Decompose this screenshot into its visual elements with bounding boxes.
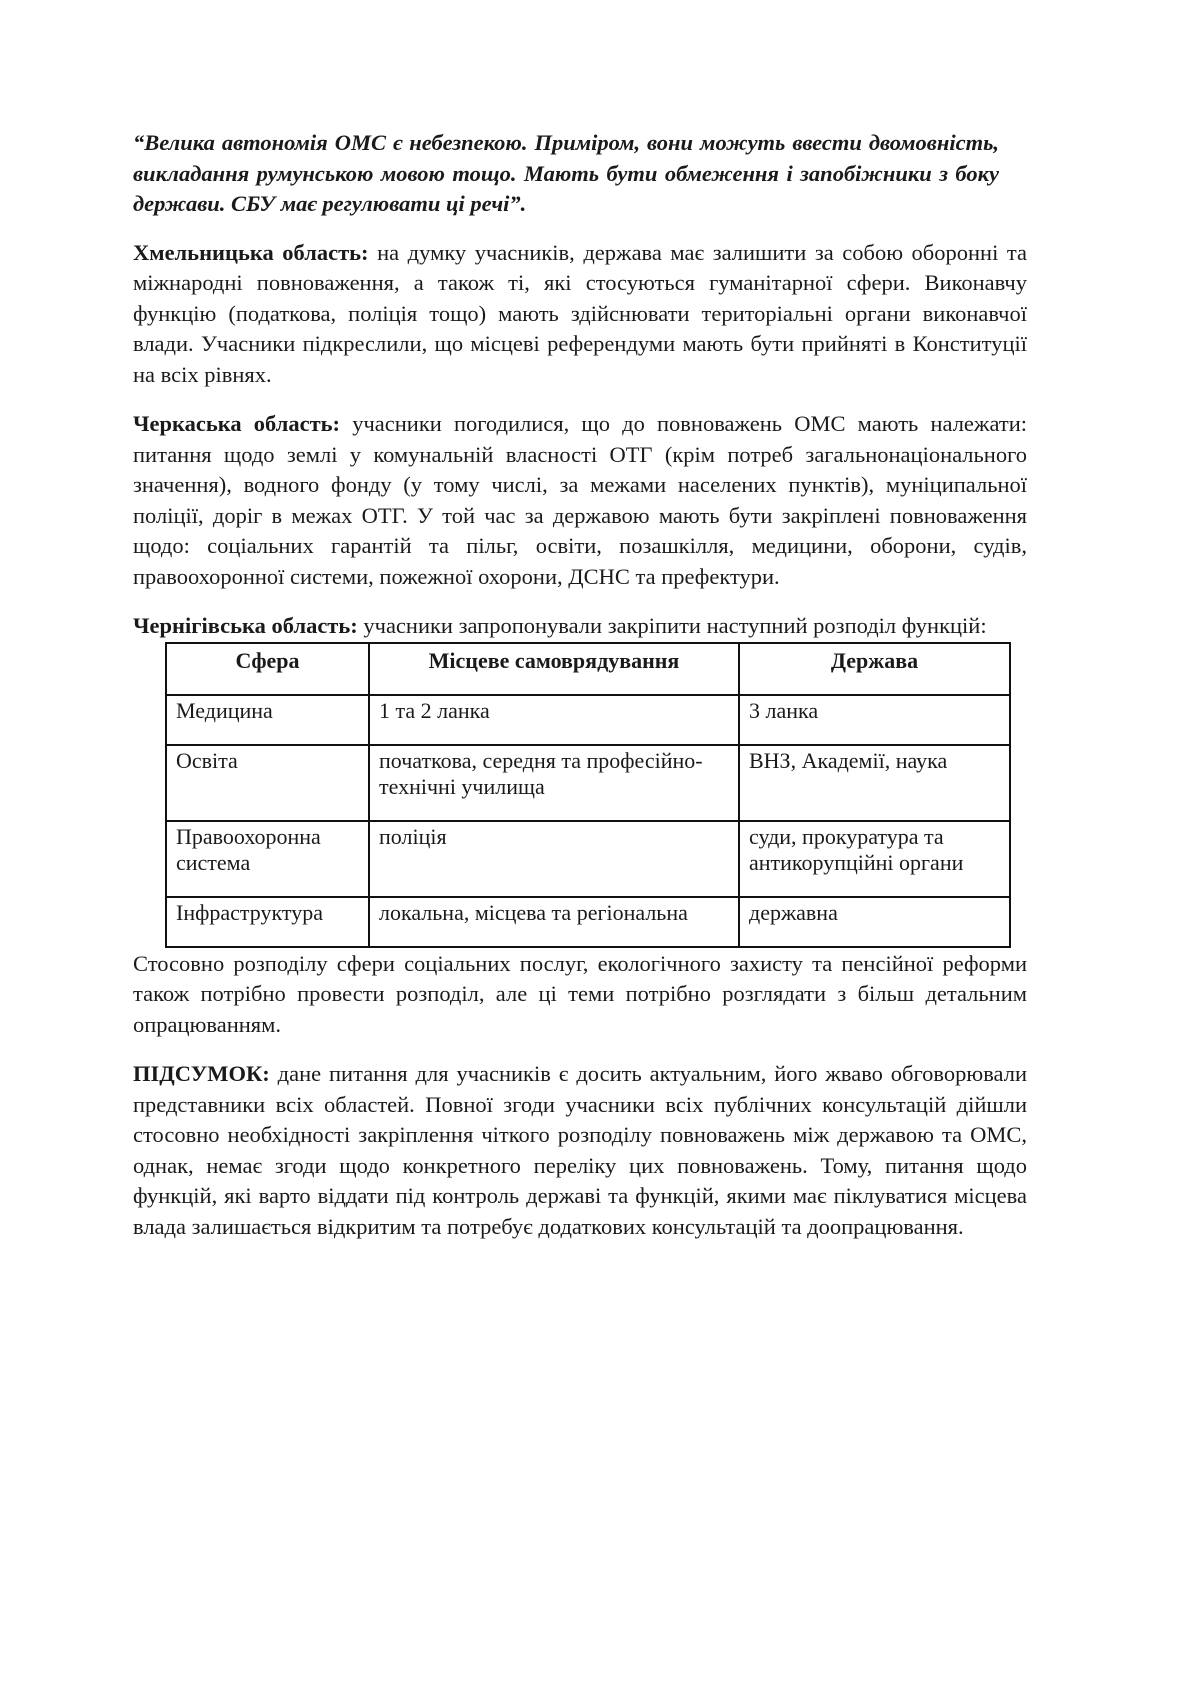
- table-cell: Інфраструктура: [166, 897, 369, 947]
- table-cell: 3 ланка: [739, 695, 1010, 745]
- table-cell: ВНЗ, Академії, наука: [739, 745, 1010, 821]
- chernihiv-paragraph: [133, 611, 1027, 642]
- table-cell: державна: [739, 897, 1010, 947]
- paragraph-text: учасники запропонували закріпити наступний розподіл функцій:: [357, 613, 987, 638]
- paragraph-text: на думку учасників, держава має залишити за собою оборонні та міжнародні повноваження, а також ті, які стосуються гуманітарної сфери. Виконавчу функцію (податкова, поліція тощо) мають здійснювати територіальні органи виконавчої влади. Учасники підкреслили, що місцеві референдуми мають бути прийняті в Конституції на всіх рівнях.: [133, 239, 1027, 387]
- header-sphere: Сфера: [166, 643, 369, 695]
- table-row: [166, 695, 1010, 745]
- summary-label: ПІДСУМОК:: [133, 1061, 270, 1086]
- cherkasy-paragraph: [133, 409, 1027, 592]
- after-table-paragraph: Стосовно розподілу сфери соціальних послуг, екологічного захисту та пенсійної реформи також потрібно провести розподіл, але ці теми потрібно розглядати з більш детальним опрацюванням.: [133, 950, 1027, 1037]
- table-cell: суди, прокуратура та антикорупційні органи: [739, 821, 1010, 897]
- table-cell: локальна, місцева та регіональна: [369, 897, 739, 947]
- header-state: Держава: [739, 643, 1010, 695]
- table-cell: початкова, середня та професійно-технічні училища: [369, 745, 739, 821]
- region-label: Хмельницька область:: [133, 239, 369, 265]
- table-cell: 1 та 2 ланка: [369, 695, 739, 745]
- khmelnytskyi-paragraph: [133, 238, 1027, 391]
- header-local-government: Місцеве самоврядування: [369, 643, 739, 695]
- functions-distribution-table: [165, 642, 1011, 948]
- summary-paragraph: [133, 1059, 1027, 1242]
- table-cell: поліція: [369, 821, 739, 897]
- quote-paragraph: “Велика автономія ОМС є небезпекою. Приміром, вони можуть ввести двомовність, викладання румунською мовою тощо. Мають бути обмеження і запобіжники з боку держави. СБУ має регулювати ці речі”.: [133, 130, 999, 216]
- table-row: [166, 745, 1010, 821]
- document-page: [133, 128, 1027, 1261]
- paragraph-text: учасники погодилися, що до повноважень ОМС мають належати: питання щодо землі у комунальній власності ОТГ (крім потреб загальнонаціонального значення), водного фонду (у тому числі, за межами населених пунктів), муніципальної поліції, доріг в межах ОТГ. У той час за державою мають бути закріплені повноваження щодо: соціальних гарантій та пільг, освіти, позашкілля, медицини, оборони, судів, правоохоронної системи, пожежної охорони, ДСНС та префектури.: [133, 411, 1027, 589]
- table-row: [166, 821, 1010, 897]
- region-label: Чернігівська область:: [133, 613, 358, 638]
- table-cell: Правоохоронна система: [166, 821, 369, 897]
- table-row: [166, 897, 1010, 947]
- region-label: Черкаська область:: [133, 411, 341, 436]
- table-cell: Освіта: [166, 745, 369, 821]
- table-cell: Медицина: [166, 695, 369, 745]
- paragraph-text: дане питання для учасників є досить актуальним, його жваво обговорювали представники всіх областей. Повної згоди учасники всіх публічних консультацій дійшли стосовно необхідності закріплення чіткого розподілу повноважень між державою та ОМС, однак, немає згоди щодо конкретного переліку цих повноважень. Тому, питання щодо функцій, які варто віддати під контроль державі та функцій, якими має піклуватися місцева влада залишається відкритим та потребує додаткових консультацій та доопрацювання.: [133, 1061, 1027, 1239]
- table-header-row: [166, 643, 1010, 695]
